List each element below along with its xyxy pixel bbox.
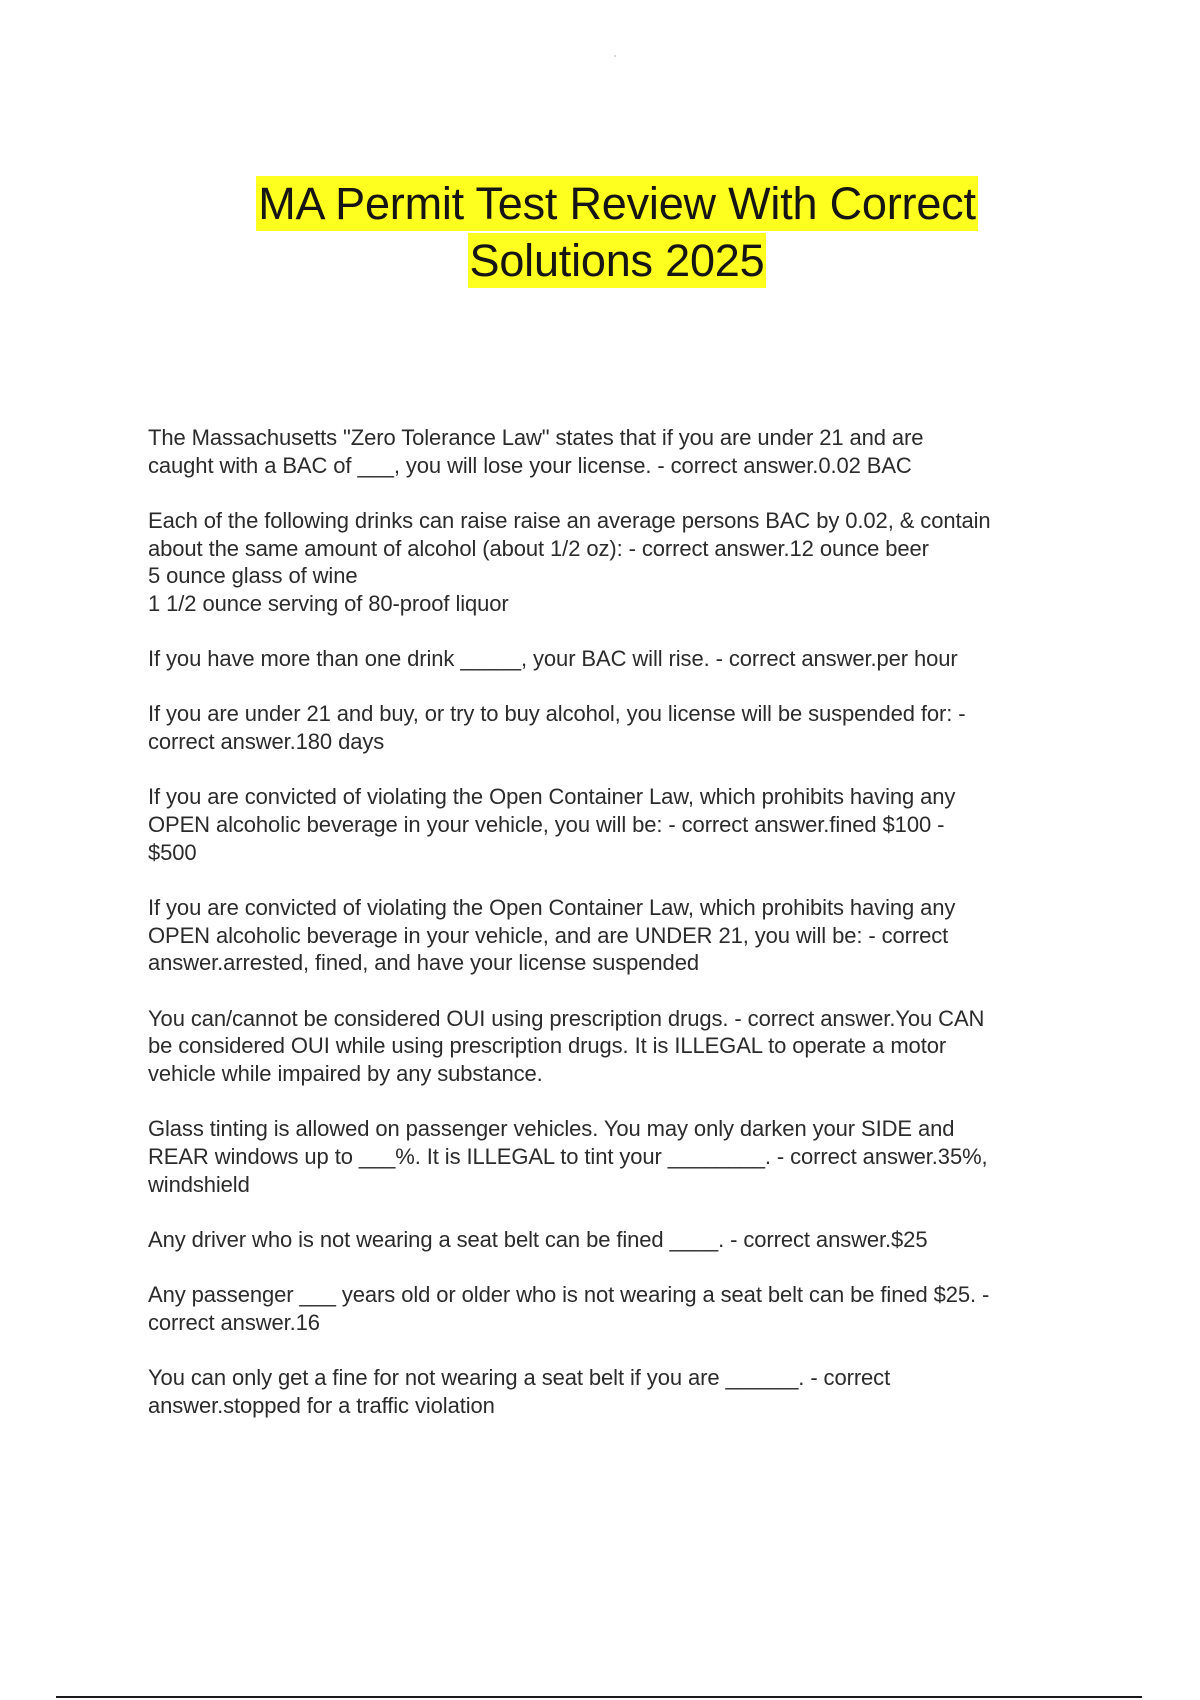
qa-text-line: Any passenger ___ years old or older who is not wearing a seat belt can be fined $25. -: [148, 1281, 990, 1307]
qa-item: [148, 1226, 1088, 1254]
qa-item: [148, 645, 1088, 673]
qa-text-line: Glass tinting is allowed on passenger vehicles. You may only darken your SIDE and: [148, 1116, 955, 1142]
qa-text-line: If you are convicted of violating the Open Container Law, which prohibits having any: [148, 894, 956, 920]
qa-item: [148, 1364, 1088, 1419]
qa-text-line: $500: [148, 839, 197, 865]
qa-text-line: If you have more than one drink _____, your BAC will rise. - correct answer.per hour: [148, 646, 958, 672]
qa-text-line: 1 1/2 ounce serving of 80-proof liquor: [148, 591, 509, 617]
qa-item: [148, 894, 1088, 977]
qa-text-line: correct answer.180 days: [148, 729, 385, 755]
qa-text-line: 5 ounce glass of wine: [148, 563, 358, 589]
qa-text-line: If you are convicted of violating the Open Container Law, which prohibits having any: [148, 784, 956, 810]
qa-item: [148, 424, 1088, 479]
qa-text-line: windshield: [148, 1171, 250, 1197]
qa-item: [148, 1281, 1088, 1336]
scan-speck: [614, 55, 616, 57]
qa-text-line: about the same amount of alcohol (about 1/2 oz): - correct answer.12 ounce beer: [148, 535, 929, 561]
footer-divider: [56, 1696, 1142, 1698]
document-title: [0, 176, 1200, 290]
qa-item: [148, 700, 1088, 755]
qa-text-line: REAR windows up to ___%. It is ILLEGAL to tint your ________. - correct answer.35%,: [148, 1143, 988, 1169]
qa-text-line: vehicle while impaired by any substance.: [148, 1060, 543, 1086]
qa-text-line: OPEN alcoholic beverage in your vehicle, you will be: - correct answer.fined $100 -: [148, 812, 945, 838]
qa-item: [148, 1005, 1088, 1088]
qa-text-line: You can/cannot be considered OUI using prescription drugs. - correct answer.You CAN: [148, 1005, 985, 1031]
qa-text-line: Each of the following drinks can raise raise an average persons BAC by 0.02, & contain: [148, 507, 991, 533]
title-line-2: Solutions 2025: [469, 235, 765, 286]
qa-text-line: correct answer.16: [148, 1309, 320, 1335]
qa-text-line: You can only get a fine for not wearing a seat belt if you are ______. - correct: [148, 1364, 891, 1390]
qa-text-line: OPEN alcoholic beverage in your vehicle, and are UNDER 21, you will be: - correct: [148, 922, 949, 948]
qa-text-line: caught with a BAC of ___, you will lose your license. - correct answer.0.02 BAC: [148, 452, 912, 478]
title-line-1: MA Permit Test Review With Correct: [258, 178, 976, 229]
qa-text-line: If you are under 21 and buy, or try to buy alcohol, you license will be suspended for: -: [148, 701, 966, 727]
qa-item: [148, 507, 1088, 618]
qa-text-line: Any driver who is not wearing a seat belt can be fined ____. - correct answer.$25: [148, 1226, 928, 1252]
qa-text-line: answer.arrested, fined, and have your license suspended: [148, 950, 699, 976]
qa-text-line: The Massachusetts "Zero Tolerance Law" states that if you are under 21 and are: [148, 425, 924, 450]
qa-item: [148, 783, 1088, 866]
qa-item: [148, 1115, 1088, 1198]
qa-text-line: answer.stopped for a traffic violation: [148, 1392, 495, 1418]
qa-text-line: be considered OUI while using prescription drugs. It is ILLEGAL to operate a motor: [148, 1033, 947, 1059]
question-answer-list: [148, 424, 1088, 1447]
